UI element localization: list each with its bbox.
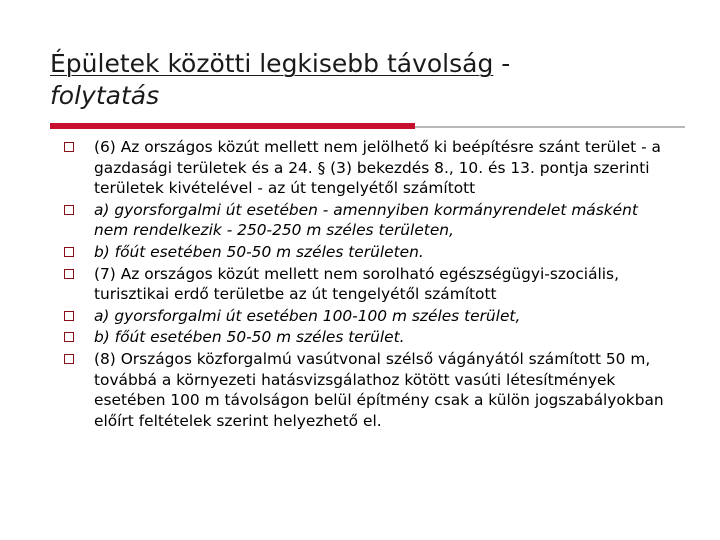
list-item-text: (6) Az országos közút mellett nem jelölhető ki beépítésre szánt terület - a gazdasági területek és a 24. § (3) bekezdés 8., 10. és 13. pontja szerinti területek kivételével - az út tengelyétől számított [94, 138, 661, 198]
square-bullet-icon [64, 142, 74, 152]
list-item [62, 327, 672, 348]
square-bullet-icon [64, 269, 74, 279]
square-bullet-icon [64, 247, 74, 257]
list-item [62, 349, 672, 431]
slide-title-dash: - [493, 49, 511, 78]
square-bullet-icon [64, 311, 74, 321]
slide-title-main: Épületek közötti legkisebb távolság [50, 49, 494, 78]
square-bullet-icon [64, 354, 74, 364]
slide-title-continuation: folytatás [50, 81, 160, 110]
list-item-text: (7) Az országos közút mellett nem sorolható egészségügyi-szociális, turisztikai erdő területbe az út tengelyétől számított [94, 264, 619, 304]
list-item [62, 137, 672, 199]
list-item-text: b) főút esetében 50-50 m széles terület. [94, 328, 405, 347]
list-item-text: b) főút esetében 50-50 m széles területen. [94, 242, 424, 261]
list-item [62, 264, 672, 305]
list-item [62, 200, 672, 241]
title-divider-line [415, 126, 685, 128]
title-accent-bar [50, 123, 415, 129]
slide-title [50, 48, 680, 112]
square-bullet-icon [64, 205, 74, 215]
list-item-text: a) gyorsforgalmi út esetében - amennyiben kormányrendelet másként nem rendelkezik - 250-250 m széles területen, [94, 200, 638, 240]
list-item [62, 306, 672, 327]
square-bullet-icon [64, 332, 74, 342]
list-item-text: a) gyorsforgalmi út esetében 100-100 m széles terület, [94, 306, 521, 325]
bullet-list [62, 137, 672, 432]
list-item [62, 242, 672, 263]
list-item-text: (8) Országos közforgalmú vasútvonal szélső vágányától számított 50 m, továbbá a környezeti hatásvizsgálathoz kötött vasúti létesítmények esetében 100 m távolságon belül építmény csak a külön jogszabályokban előírt feltételek szerint helyezhető el. [94, 349, 664, 430]
